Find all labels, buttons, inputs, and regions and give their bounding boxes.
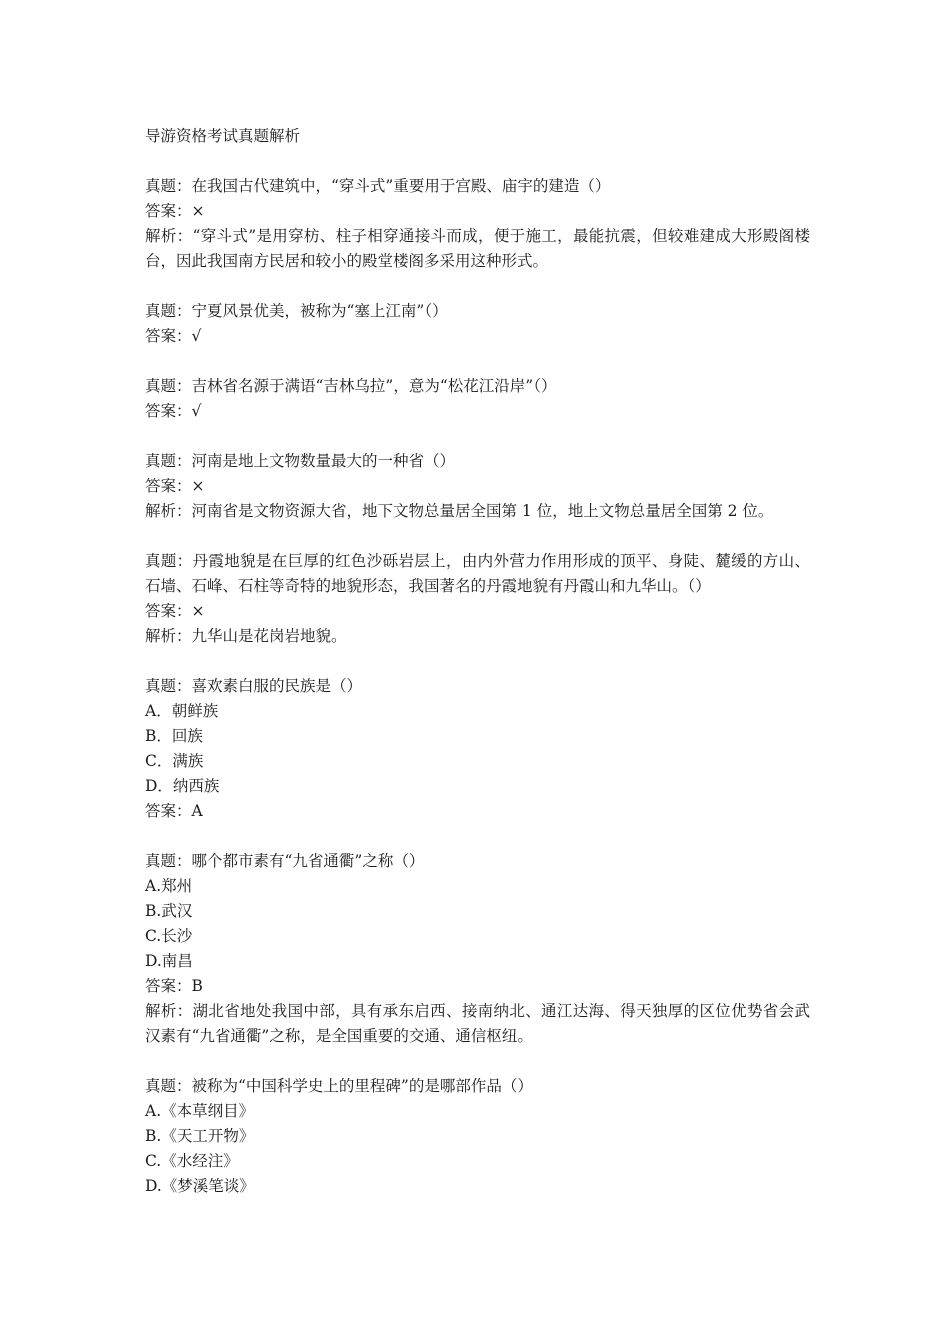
spacer (145, 1049, 810, 1074)
answer-text: 答案：× (145, 477, 205, 495)
question-block (145, 174, 810, 274)
answer-text: 答案：× (145, 202, 205, 220)
spacer (145, 524, 810, 549)
option-a: A.《本草纲目》 (145, 1102, 255, 1120)
answer-text: 答案：A (145, 802, 203, 820)
question-text: 真题：吉林省名源于满语“吉林乌拉”，意为“松花江沿岸”（） (145, 377, 557, 395)
spacer (145, 274, 810, 299)
option-b: B.武汉 (145, 902, 193, 920)
option-d: D.《梦溪笔谈》 (145, 1177, 255, 1195)
analysis-text: 解析：河南省是文物资源大省，地下文物总量居全国第 1 位，地上文物总量居全国第 2 位。 (145, 502, 774, 520)
option-a: A.郑州 (145, 877, 193, 895)
question-text: 真题：喜欢素白服的民族是（） (145, 677, 363, 695)
spacer (145, 349, 810, 374)
question-block (145, 849, 810, 1049)
question-block (145, 674, 810, 824)
question-text: 真题：在我国古代建筑中，“穿斗式”重要用于宫殿、庙宇的建造（） (145, 177, 611, 195)
question-block (145, 549, 810, 649)
question-block (145, 374, 810, 424)
option-a: A．朝鲜族 (145, 702, 219, 720)
answer-text: 答案：× (145, 602, 205, 620)
analysis-text: 解析：湖北省地处我国中部，具有承东启西、接南纳北、通江达海、得天独厚的区位优势省会武汉素有“九省通衢”之称，是全国重要的交通、通信枢纽。 (145, 1002, 810, 1045)
spacer (145, 149, 810, 174)
option-c: C.长沙 (145, 927, 193, 945)
answer-text: 答案：B (145, 977, 203, 995)
analysis-text: 解析：九华山是花岗岩地貌。 (145, 627, 347, 645)
analysis-text: 解析：“穿斗式”是用穿枋、柱子相穿通接斗而成，便于施工，最能抗震，但较难建成大形殿阁楼台，因此我国南方民居和较小的殿堂楼阁多采用这种形式。 (145, 227, 810, 270)
option-b: B．回族 (145, 727, 203, 745)
document-page (145, 124, 810, 1199)
question-block (145, 299, 810, 349)
spacer (145, 649, 810, 674)
answer-text: 答案：√ (145, 402, 202, 420)
option-b: B.《天工开物》 (145, 1127, 255, 1145)
option-c: C.《水经注》 (145, 1152, 239, 1170)
question-text: 真题：河南是地上文物数量最大的一种省（） (145, 452, 456, 470)
question-text: 真题：宁夏风景优美，被称为“塞上江南”（） (145, 302, 448, 320)
question-block (145, 449, 810, 524)
option-c: C．满族 (145, 752, 204, 770)
question-block (145, 1074, 810, 1199)
option-d: D．纳西族 (145, 777, 220, 795)
question-text: 真题：被称为“中国科学史上的里程碑”的是哪部作品（） (145, 1077, 533, 1095)
document-title: 导游资格考试真题解析 (145, 127, 301, 145)
answer-text: 答案：√ (145, 327, 202, 345)
question-text: 真题：哪个都市素有“九省通衢”之称（） (145, 852, 425, 870)
spacer (145, 824, 810, 849)
question-text: 真题：丹霞地貌是在巨厚的红色沙砾岩层上，由内外营力作用形成的顶平、身陡、麓缓的方山、石墙、石峰、石柱等奇特的地貌形态，我国著名的丹霞地貌有丹霞山和九华山。（） (145, 552, 810, 595)
option-d: D.南昌 (145, 952, 193, 970)
spacer (145, 424, 810, 449)
